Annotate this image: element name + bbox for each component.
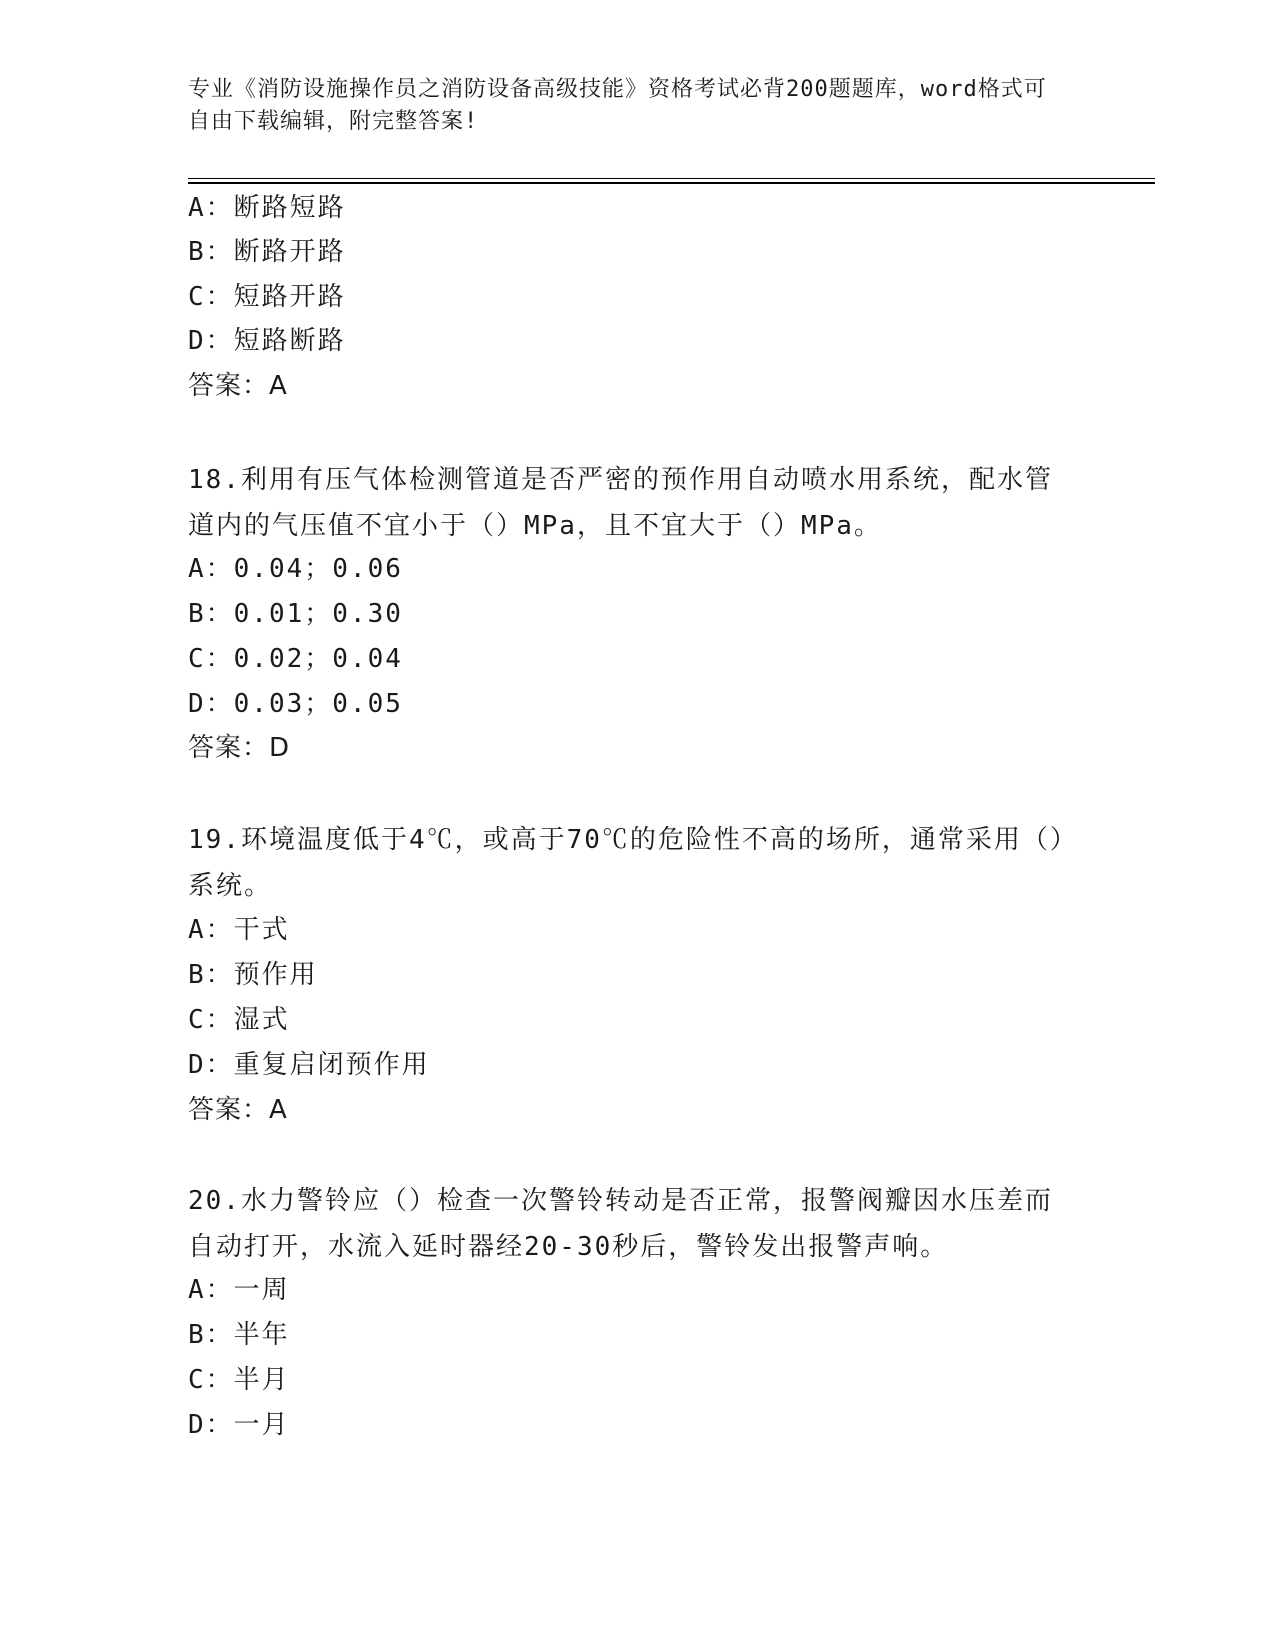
option-b: B：半年 xyxy=(188,1320,290,1350)
header-divider-thin xyxy=(188,178,1155,179)
option-d: D：0.03；0.05 xyxy=(188,689,403,719)
answer-line: 答案：D xyxy=(188,733,291,763)
option-c: C：湿式 xyxy=(188,1005,290,1035)
answer-line: 答案：A xyxy=(188,1095,288,1125)
option-b: B：预作用 xyxy=(188,960,318,990)
option-a: A：断路短路 xyxy=(188,193,346,223)
option-d: D：重复启闭预作用 xyxy=(188,1050,430,1080)
question-text: 19.环境温度低于4℃，或高于70℃的危险性不高的场所，通常采用（）系统。 xyxy=(188,825,1078,901)
option-b: B：断路开路 xyxy=(188,237,346,267)
question-text: 18.利用有压气体检测管道是否严密的预作用自动喷水用系统，配水管道内的气压值不宜小于（）MPa，且不宜大于（）MPa。 xyxy=(188,465,1053,541)
page-header: 专业《消防设施操作员之消防设备高级技能》资格考试必背200题题库，word格式可自由下载编辑，附完整答案! xyxy=(188,77,1047,134)
option-b: B：0.01；0.30 xyxy=(188,599,403,629)
option-c: C：0.02；0.04 xyxy=(188,644,403,674)
option-a: A：干式 xyxy=(188,915,290,945)
header-divider-thick xyxy=(188,182,1155,184)
option-c: C：短路开路 xyxy=(188,282,346,312)
option-d: D：短路断路 xyxy=(188,326,346,356)
option-c: C：半月 xyxy=(188,1365,290,1395)
option-a: A：一周 xyxy=(188,1275,290,1305)
option-d: D：一月 xyxy=(188,1410,290,1440)
question-text: 20.水力警铃应（）检查一次警铃转动是否正常，报警阀瓣因水压差而自动打开，水流入延时器经20-30秒后，警铃发出报警声响。 xyxy=(188,1186,1053,1262)
answer-line: 答案：A xyxy=(188,371,288,401)
option-a: A：0.04；0.06 xyxy=(188,554,403,584)
